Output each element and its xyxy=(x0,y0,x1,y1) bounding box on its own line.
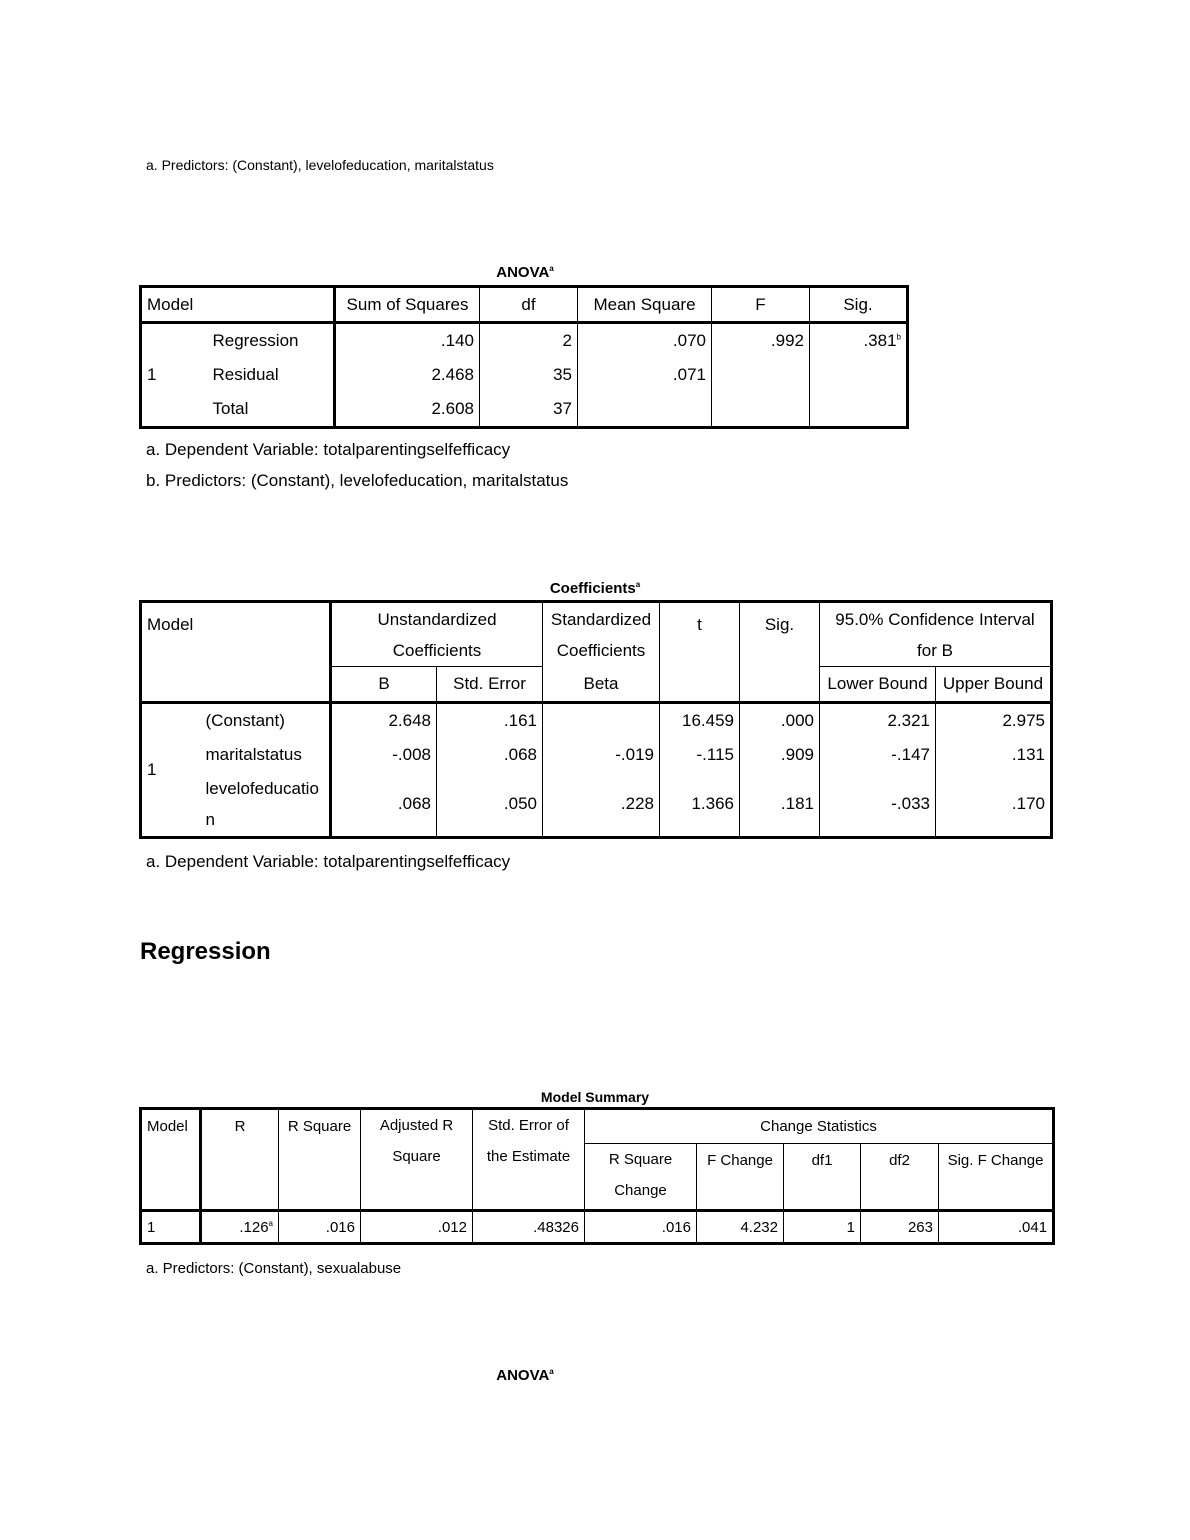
cell-t: -.115 xyxy=(660,738,740,773)
anova-table xyxy=(139,285,909,429)
anova-header-ms: Mean Square xyxy=(578,287,712,323)
row-label: Regression xyxy=(212,330,299,350)
cell-sig xyxy=(810,393,908,428)
row-label: (Constant) xyxy=(205,710,285,730)
coef-header-upper: Upper Bound xyxy=(936,667,1052,703)
cell-beta: -.019 xyxy=(543,738,660,773)
cell-df: 37 xyxy=(480,393,578,428)
ms-header-r-sq-change: R Square Change xyxy=(585,1143,697,1211)
ms-header-f-change: F Change xyxy=(697,1143,784,1211)
ms-header-df2: df2 xyxy=(861,1143,939,1211)
anova-title: ANOVA$^a$ xyxy=(496,264,554,281)
anova-header-df: df xyxy=(480,287,578,323)
cell-t: 16.459 xyxy=(660,703,740,738)
ms-header-r-square: R Square xyxy=(279,1109,361,1211)
cell-lower: 2.321 xyxy=(820,703,936,738)
cell-model: 1 xyxy=(147,1218,156,1236)
cell-ms: .070 xyxy=(578,323,712,358)
cell-sig: .181 xyxy=(740,773,820,838)
coefficients-title: Coefficients$^a$ xyxy=(549,580,641,597)
anova-footnote-b: b. Predictors: (Constant), levelofeducation, maritalstatus xyxy=(146,471,569,490)
cell-se: .050 xyxy=(437,773,543,838)
coef-header-beta: Beta xyxy=(543,667,660,703)
cell-beta xyxy=(543,703,660,738)
table-row xyxy=(141,703,1052,738)
ms-header-se: Std. Error of the Estimate xyxy=(473,1109,585,1211)
cell-r-sq-change: .016 xyxy=(585,1211,697,1244)
ms-header-change-stats: Change Statistics xyxy=(585,1109,1054,1144)
anova-header-model: Model xyxy=(141,287,335,323)
row-label: Total xyxy=(212,399,249,419)
cell-beta: .228 xyxy=(543,773,660,838)
cell-se: .068 xyxy=(437,738,543,773)
table-row xyxy=(141,323,908,358)
top-footnote: a. Predictors: (Constant), levelofeducation, maritalstatus xyxy=(146,157,494,173)
cell-lower: -.033 xyxy=(820,773,936,838)
cell-sig: .000 xyxy=(740,703,820,738)
model-summary-title: Model Summary xyxy=(540,1089,650,1105)
cell-sig: .909 xyxy=(740,738,820,773)
model-summary-table xyxy=(139,1107,1055,1245)
coef-header-lower: Lower Bound xyxy=(820,667,936,703)
cell-upper: 2.975 xyxy=(936,703,1052,738)
cell-sig: .381$^b$ xyxy=(810,323,908,358)
coef-header-b: B xyxy=(331,667,437,703)
cell-df1: 1 xyxy=(784,1211,861,1244)
cell-b: .068 xyxy=(331,773,437,838)
row-label: maritalstatus xyxy=(205,745,302,764)
ms-header-r: R xyxy=(201,1109,279,1211)
anova-header-sig: Sig. xyxy=(810,287,908,323)
cell-f xyxy=(712,358,810,393)
cell-b: -.008 xyxy=(331,738,437,773)
cell-lower: -.147 xyxy=(820,738,936,773)
model-summary-footnote: a. Predictors: (Constant), sexualabuse xyxy=(146,1260,402,1277)
coefficients-table xyxy=(139,600,1053,839)
coef-header-ci: 95.0% Confidence Interval for B xyxy=(820,602,1052,667)
cell-sig-f: .041 xyxy=(939,1211,1054,1244)
coefficients-footnote: a. Dependent Variable: totalparentingselfefficacy xyxy=(146,852,511,871)
cell-f xyxy=(712,393,810,428)
ms-header-model: Model xyxy=(141,1109,201,1211)
table-row xyxy=(141,773,1052,838)
cell-ss: 2.608 xyxy=(335,393,480,428)
cell-ss: .140 xyxy=(335,323,480,358)
cell-ms xyxy=(578,393,712,428)
cell-df: 2 xyxy=(480,323,578,358)
cell-df2: 263 xyxy=(861,1211,939,1244)
row-label: Residual xyxy=(212,365,279,384)
cell-sig xyxy=(810,358,908,393)
cell-ms: .071 xyxy=(578,358,712,393)
cell-r: .126$^a$ xyxy=(201,1211,279,1244)
cell-upper: .170 xyxy=(936,773,1052,838)
table-row xyxy=(141,738,1052,773)
cell-r-square: .016 xyxy=(279,1211,361,1244)
cell-t: 1.366 xyxy=(660,773,740,838)
anova-header-f: F xyxy=(712,287,810,323)
table-row xyxy=(141,358,908,393)
coef-header-se: Std. Error xyxy=(437,667,543,703)
cell-f: .992 xyxy=(712,323,810,358)
cell-adj: .012 xyxy=(361,1211,473,1244)
table-row xyxy=(141,393,908,428)
anova-model-number: 1 xyxy=(147,365,157,384)
coef-header-std: Standardized Coefficients xyxy=(543,602,660,667)
row-label: levelofeducatio n xyxy=(205,779,319,830)
ms-header-adj: Adjusted R Square xyxy=(361,1109,473,1211)
coef-header-unstd: Unstandardized Coefficients xyxy=(331,602,543,667)
cell-f-change: 4.232 xyxy=(697,1211,784,1244)
anova2-title: ANOVA$^a$ xyxy=(496,1367,554,1384)
cell-se: .161 xyxy=(437,703,543,738)
anova-footnote-a: a. Dependent Variable: totalparentingselfefficacy xyxy=(146,440,511,459)
coef-header-model: Model xyxy=(141,602,331,703)
ms-header-df1: df1 xyxy=(784,1143,861,1211)
cell-upper: .131 xyxy=(936,738,1052,773)
anova-header-ss: Sum of Squares xyxy=(335,287,480,323)
coef-header-t: t xyxy=(660,602,740,703)
cell-df: 35 xyxy=(480,358,578,393)
coef-model-number: 1 xyxy=(147,760,157,779)
ms-header-sig-f: Sig. F Change xyxy=(939,1143,1054,1211)
section-heading: Regression xyxy=(140,938,271,965)
cell-ss: 2.468 xyxy=(335,358,480,393)
coef-header-sig: Sig. xyxy=(740,602,820,703)
cell-se: .48326 xyxy=(473,1211,585,1244)
table-row xyxy=(141,1211,1054,1244)
cell-b: 2.648 xyxy=(331,703,437,738)
